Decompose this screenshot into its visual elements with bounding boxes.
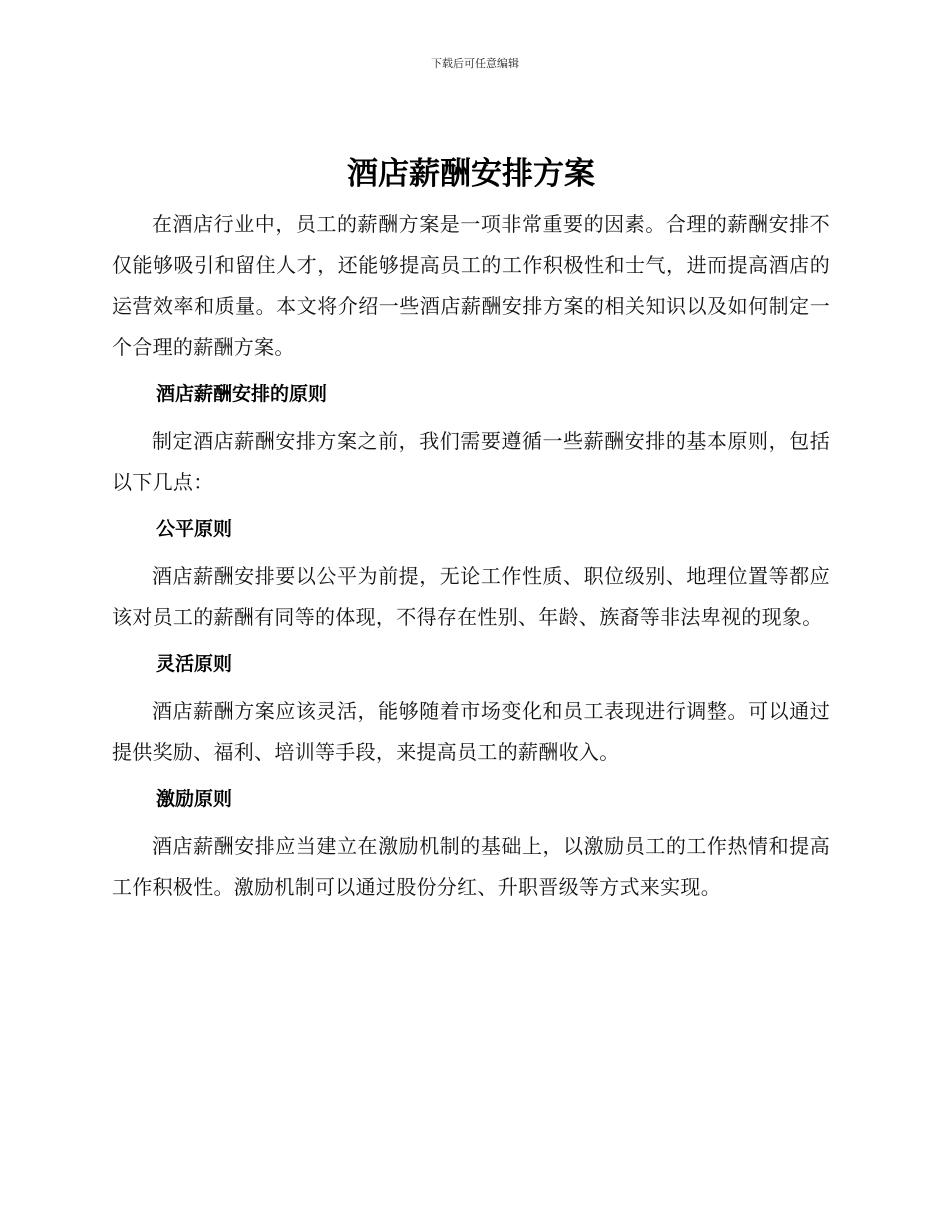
section-heading-principles: 酒店薪酬安排的原则 — [156, 383, 328, 405]
section-heading-incentive: 激励原则 — [156, 788, 233, 810]
section-heading-flexibility: 灵活原则 — [156, 653, 233, 675]
document-title: 酒店薪酬安排方案 — [347, 156, 595, 192]
section-paragraph-principles: 制定酒店薪酬安排方案之前，我们需要遵循一些薪酬安排的基本原则，包括以下几点： — [112, 429, 830, 494]
section-paragraph-incentive: 酒店薪酬安排应当建立在激励机制的基础上，以激励员工的工作热情和提高工作积极性。激励机制可以通过股份分红、升职晋级等方式来实现。 — [112, 834, 830, 899]
header-note: 下载后可任意编辑 — [431, 57, 519, 70]
intro-paragraph: 在酒店行业中，员工的薪酬方案是一项非常重要的因素。合理的薪酬安排不仅能够吸引和留住人才，还能够提高员工的工作积极性和士气，进而提高酒店的运营效率和质量。本文将介绍一些酒店薪酬安排方案的相关知识以及如何制定一个合理的薪酬方案。 — [112, 212, 830, 359]
section-heading-fairness: 公平原则 — [156, 518, 233, 540]
section-paragraph-flexibility: 酒店薪酬方案应该灵活，能够随着市场变化和员工表现进行调整。可以通过提供奖励、福利、培训等手段，来提高员工的薪酬收入。 — [112, 699, 830, 764]
section-paragraph-fairness: 酒店薪酬安排要以公平为前提，无论工作性质、职位级别、地理位置等都应该对员工的薪酬有同等的体现，不得存在性别、年龄、族裔等非法卑视的现象。 — [112, 564, 830, 629]
document-body — [112, 148, 830, 908]
